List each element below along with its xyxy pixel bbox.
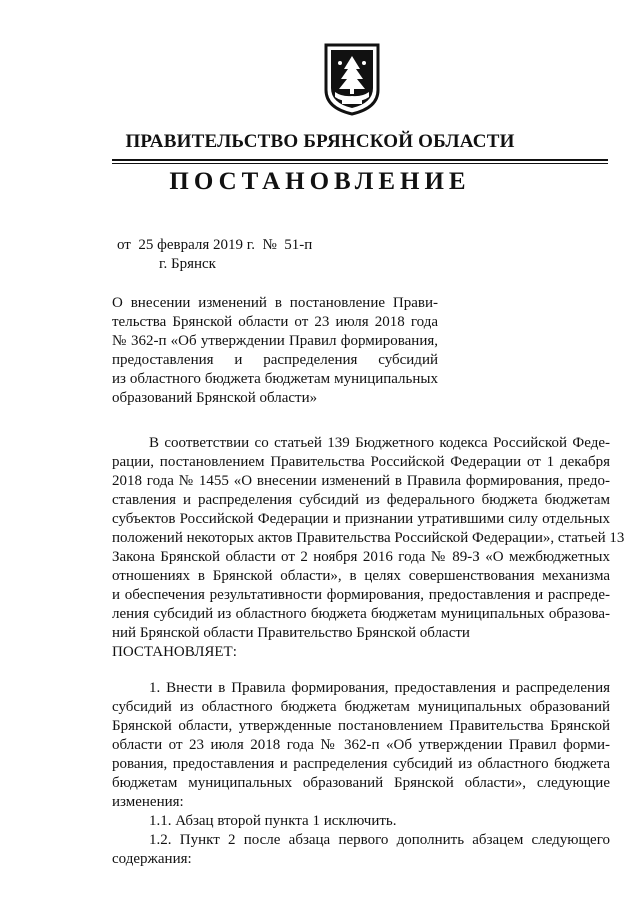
item-1-line: 1. Внести в Правила формирования, предоставления и распределения (149, 680, 610, 696)
bryansk-coat-of-arms-icon (322, 42, 382, 116)
preamble-line: субъектов Российской Федерации и признании утратившими силу отдельных (112, 511, 610, 527)
subject-line: предоставления и распределения субсидий (112, 352, 438, 368)
preamble-line: отношениях в Брянской области», в целях совершенствования механизма (112, 568, 610, 584)
preamble-line: Закона Брянской области от 2 ноября 2016 года № 89-З «О межбюджетных (112, 549, 610, 565)
document-body (112, 434, 625, 869)
preamble-line: 2018 года № 1455 «О внесении изменений в Правила формирования, предо- (112, 473, 610, 489)
city-line: г. Брянск (159, 256, 216, 272)
preamble-line: ления субсидий из областного бюджета бюджетам муниципальных образова- (112, 606, 610, 622)
item-1-2-line: 1.2. Пункт 2 после абзаца первого дополнить абзацем следующего (149, 832, 610, 848)
subject-line: из областного бюджета бюджетам муниципальных (112, 371, 438, 387)
item-1-line: изменения: (112, 794, 184, 810)
document-subject (112, 294, 438, 408)
date-number-line: от 25 февраля 2019 г. № 51-п (117, 237, 313, 253)
subject-line: тельства Брянской области от 23 июля 2018 года (112, 314, 438, 330)
subject-line: № 362-п «Об утверждении Правил формирования, (112, 333, 438, 349)
header-rule-thin (112, 163, 608, 164)
subject-line: образований Брянской области» (112, 390, 318, 406)
decree-word: ПОСТАНОВЛЯЕТ: (112, 644, 237, 660)
preamble-line: положений некоторых актов Правительства Российской Федерации», статьей 13 (112, 530, 625, 546)
document-type-title: ПОСТАНОВЛЕНИЕ (169, 168, 471, 195)
preamble-line: В соответствии со статьей 139 Бюджетного кодекса Российской Феде- (149, 435, 610, 451)
item-1-line: Брянской области, утвержденные постановлением Правительства Брянской (112, 718, 610, 734)
item-1-2-line: содержания: (112, 851, 192, 867)
preamble-line: и обеспечения результативности формирования, предоставления и распреде- (112, 587, 610, 603)
item-1-line: субсидий из областного бюджета бюджетам муниципальных образований (112, 699, 610, 715)
preamble-line: ставления и распределения субсидий из федерального бюджета бюджетам (112, 492, 610, 508)
preamble-line: ний Брянской области Правительство Брянской области (112, 625, 470, 641)
item-1-line: бюджетам муниципальных образований Брянской области», следующие (112, 775, 610, 791)
header-rule-thick (112, 159, 608, 161)
item-1-1: 1.1. Абзац второй пункта 1 исключить. (149, 813, 397, 829)
item-1-line: рования, предоставления и распределения субсидий из областного бюджета (112, 756, 610, 772)
document-meta (117, 236, 312, 274)
subject-line: О внесении изменений в постановление Прави- (112, 295, 438, 311)
preamble-line: рации, постановлением Правительства Российской Федерации от 1 декабря (112, 454, 610, 470)
paragraph-gap (112, 662, 610, 679)
organization-title: ПРАВИТЕЛЬСТВО БРЯНСКОЙ ОБЛАСТИ (125, 131, 515, 152)
item-1-line: области от 23 июля 2018 года № 362-п «Об утверждении Правил форми- (112, 737, 610, 753)
